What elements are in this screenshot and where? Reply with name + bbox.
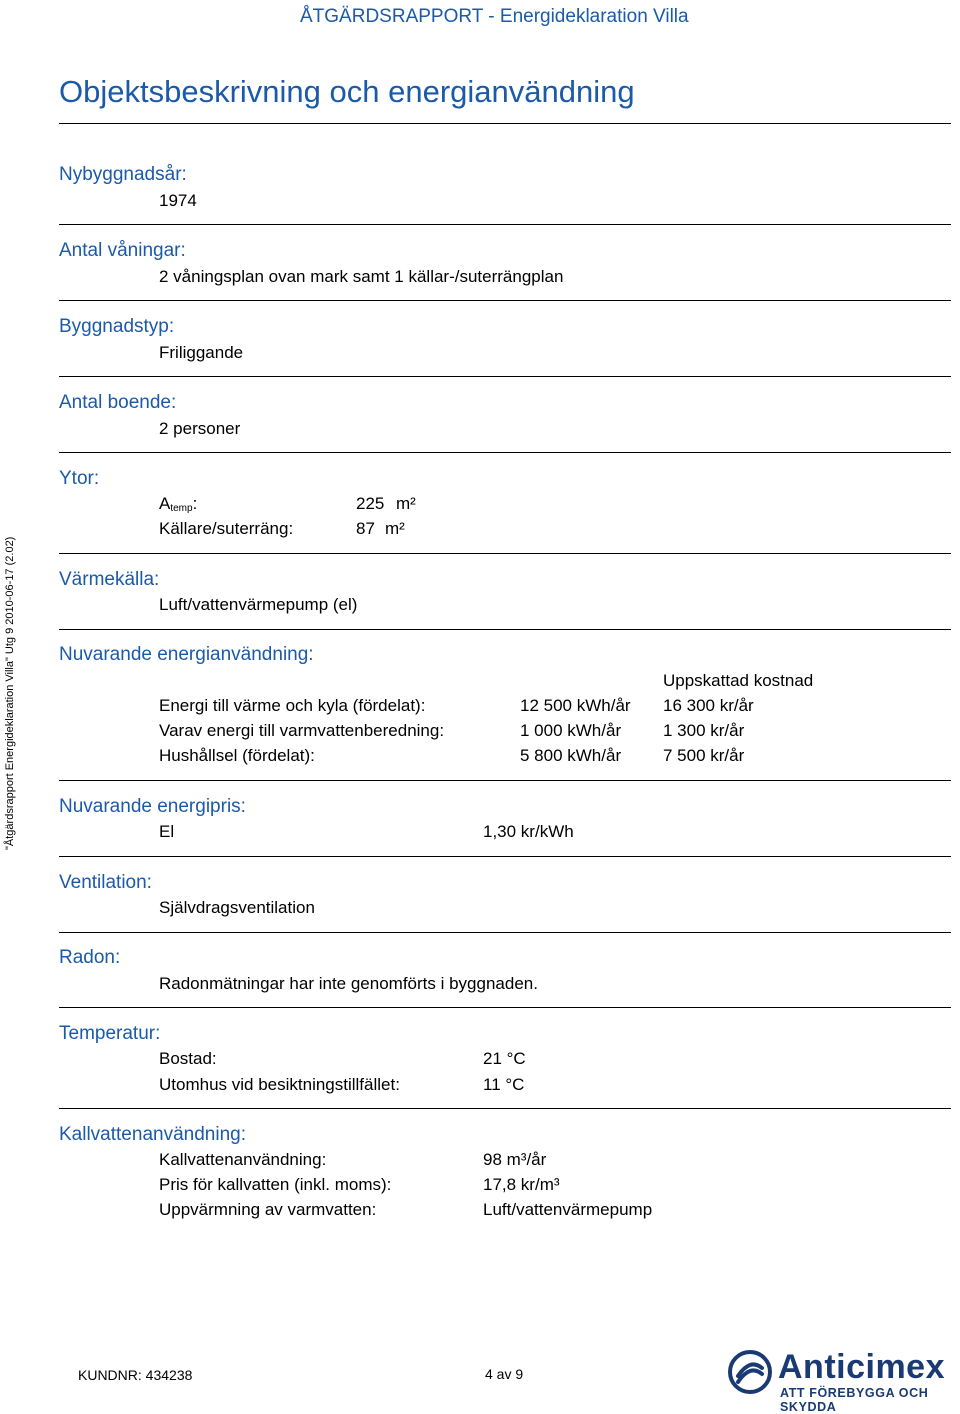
temperatur-label: Temperatur: (59, 1023, 161, 1044)
energy-row-cost: 7 500 kr/år (663, 746, 745, 765)
energy-row-label: Energi till värme och kyla (fördelat): (159, 696, 426, 715)
energy-row-label: Hushållsel (fördelat): (159, 746, 315, 765)
divider (59, 780, 951, 781)
energy-row-cost: 1 300 kr/år (663, 721, 745, 740)
bostad-value: 21 °C (483, 1049, 526, 1068)
section-title: Objektsbeskrivning och energianvändning (59, 74, 635, 109)
vaningar-label: Antal våningar: (59, 240, 186, 261)
vaningar-value: 2 våningsplan ovan mark samt 1 källar-/suterrängplan (159, 267, 564, 286)
nybyggnadsar-value: 1974 (159, 191, 197, 210)
byggnadstyp-label: Byggnadstyp: (59, 316, 175, 337)
side-version-text: "Åtgärdsrapport Energideklaration Villa" Utg 9 2010-06-17 (2.02) (4, 536, 16, 850)
kallvatten-row-value: 98 m³/år (483, 1150, 547, 1169)
kallvatten-label: Kallvattenanvändning: (59, 1124, 246, 1145)
energipris-item: El (159, 822, 175, 841)
energy-row-energy: 12 500 kWh/år (520, 696, 631, 715)
radon-value: Radonmätningar har inte genomförts i byggnaden. (159, 974, 538, 993)
utomhus-value: 11 °C (483, 1075, 525, 1094)
anticimex-logo (728, 1348, 956, 1414)
divider (59, 123, 951, 124)
kallare-unit: m² (385, 519, 405, 538)
boende-value: 2 personer (159, 419, 241, 438)
energipris-value: 1,30 kr/kWh (483, 822, 574, 841)
anticimex-emblem-icon (728, 1350, 772, 1394)
energy-row-label: Varav energi till varmvattenberedning: (159, 721, 445, 740)
boende-label: Antal boende: (59, 392, 177, 413)
radon-label: Radon: (59, 947, 121, 968)
energy-row-cost: 16 300 kr/år (663, 696, 754, 715)
divider (59, 553, 951, 554)
divider (59, 452, 951, 453)
atemp-unit: m² (396, 494, 416, 513)
cost-header: Uppskattad kostnad (663, 671, 814, 690)
kundnr: KUNDNR: 434238 (78, 1367, 193, 1383)
divider (59, 856, 951, 857)
energy-row-energy: 5 800 kWh/år (520, 746, 622, 765)
divider (59, 300, 951, 301)
divider (59, 629, 951, 630)
report-header-title: ÅTGÄRDSRAPPORT - Energideklaration Villa (300, 6, 689, 27)
varmekalla-value: Luft/vattenvärmepump (el) (159, 595, 358, 614)
divider (59, 376, 951, 377)
byggnadstyp-value: Friliggande (159, 343, 244, 362)
page-number: 4 av 9 (485, 1366, 524, 1382)
ytor-label: Ytor: (59, 468, 100, 489)
ventilation-value: Självdragsventilation (159, 898, 315, 917)
logo-tagline: ATT FÖREBYGGA OCH SKYDDA (780, 1386, 929, 1414)
kallare-label: Källare/suterräng: (159, 519, 294, 538)
nybyggnadsar-label: Nybyggnadsår: (59, 164, 187, 185)
kallvatten-row-value: 17,8 kr/m³ (483, 1175, 560, 1194)
kallvatten-row-label: Uppvärmning av varmvatten: (159, 1200, 377, 1219)
atemp-label: $A_{temp}$: (159, 494, 198, 514)
energianvandning-label: Nuvarande energianvändning: (59, 644, 314, 665)
divider (59, 1108, 951, 1109)
kallvatten-row-label: Pris för kallvatten (inkl. moms): (159, 1175, 392, 1194)
logo-name: Anticimex (778, 1348, 945, 1386)
divider (59, 932, 951, 933)
energy-row-energy: 1 000 kWh/år (520, 721, 622, 740)
utomhus-label: Utomhus vid besiktningstillfället: (159, 1075, 400, 1094)
ventilation-label: Ventilation: (59, 872, 152, 893)
atemp-value: 225 (356, 494, 385, 513)
energipris-label: Nuvarande energipris: (59, 796, 246, 817)
divider (59, 224, 951, 225)
divider (59, 1007, 951, 1008)
kallvatten-row-value: Luft/vattenvärmepump (483, 1200, 653, 1219)
varmekalla-label: Värmekälla: (59, 569, 160, 590)
kallvatten-row-label: Kallvattenanvändning: (159, 1150, 327, 1169)
kallare-value: 87 (356, 519, 375, 538)
bostad-label: Bostad: (159, 1049, 217, 1068)
